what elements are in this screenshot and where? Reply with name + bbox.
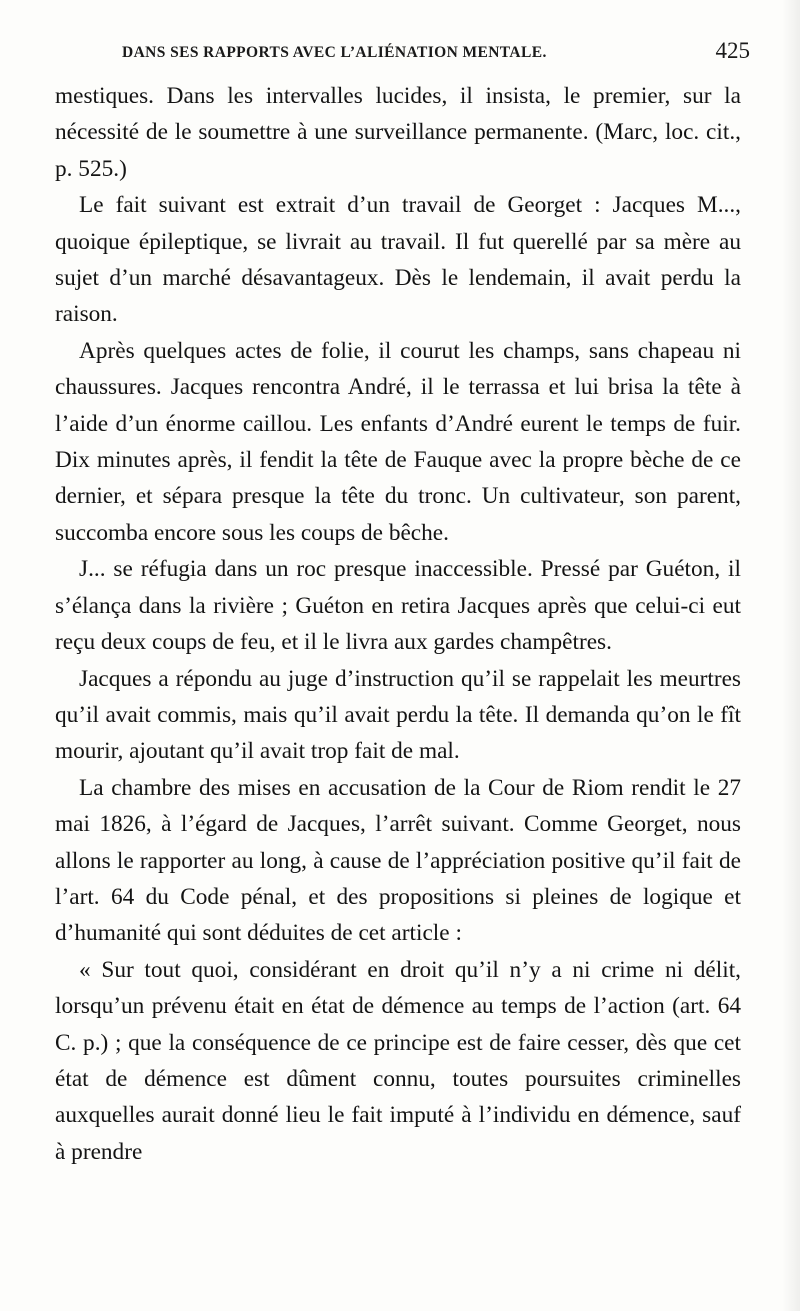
paragraph: Jacques a répondu au juge d’instruction qu’il se rappelait les meurtres qu’il avait commis, mais qu’il avait perdu la tête. Il demanda qu’on le fît mourir, ajoutant qu’il avait trop fait de mal. <box>55 665 741 765</box>
paragraph: « Sur tout quoi, considérant en droit qu’il n’y a ni crime ni délit, lorsqu’un prévenu était en état de démence au temps de l’action (art. 64 C. p.) ; que la conséquence de ce principe est de faire cesser, dès que cet état de démence est dûment connu, toutes poursuites criminelles auxquelles aurait donné lieu le fait imputé à l’individu en démence, sauf à prendre <box>55 956 741 1165</box>
body-text <box>55 78 741 1170</box>
running-head: DANS SES RAPPORTS AVEC L’ALIÉNATION MENTALE. <box>122 44 547 61</box>
page-number: 425 <box>715 38 750 63</box>
paragraph: J... se réfugia dans un roc presque inaccessible. Pressé par Guéton, il s’élança dans la rivière ; Guéton en retira Jacques après que celui-ci eut reçu deux coups de feu, et il le livra aux gardes champêtres. <box>55 556 741 656</box>
page-header <box>60 38 750 68</box>
paragraph: mestiques. Dans les intervalles lucides, il insista, le premier, sur la nécessité de le soumettre à une surveillance permanente. (Marc, loc. cit., p. 525.) <box>55 83 741 182</box>
paragraph: La chambre des mises en accusation de la Cour de Riom rendit le 27 mai 1826, à l’égard de Jacques, l’arrêt suivant. Comme Georget, nous allons le rapporter au long, à cause de l’appréciation positive qu’il fait de l’art. 64 du Code pénal, et des propositions si pleines de logique et d’humanité qui sont déduites de cet article : <box>55 774 741 947</box>
paragraph: Après quelques actes de folie, il courut les champs, sans chapeau ni chaussures. Jacques rencontra André, il le terrassa et lui brisa la tête à l’aide d’un énorme caillou. Les enfants d’André eurent le temps de fuir. Dix minutes après, il fendit la tête de Fauque avec la propre bèche de ce dernier, et sépara presque la tête du tronc. Un cultivateur, son parent, succomba encore sous les coups de bêche. <box>55 337 741 546</box>
page-edge-shadow <box>782 0 800 1311</box>
paragraph: Le fait suivant est extrait d’un travail de Georget : Jacques M..., quoique épileptique, se livrait au travail. Il fut querellé par sa mère au sujet d’un marché désavantageux. Dès le lendemain, il avait perdu la raison. <box>55 192 741 328</box>
